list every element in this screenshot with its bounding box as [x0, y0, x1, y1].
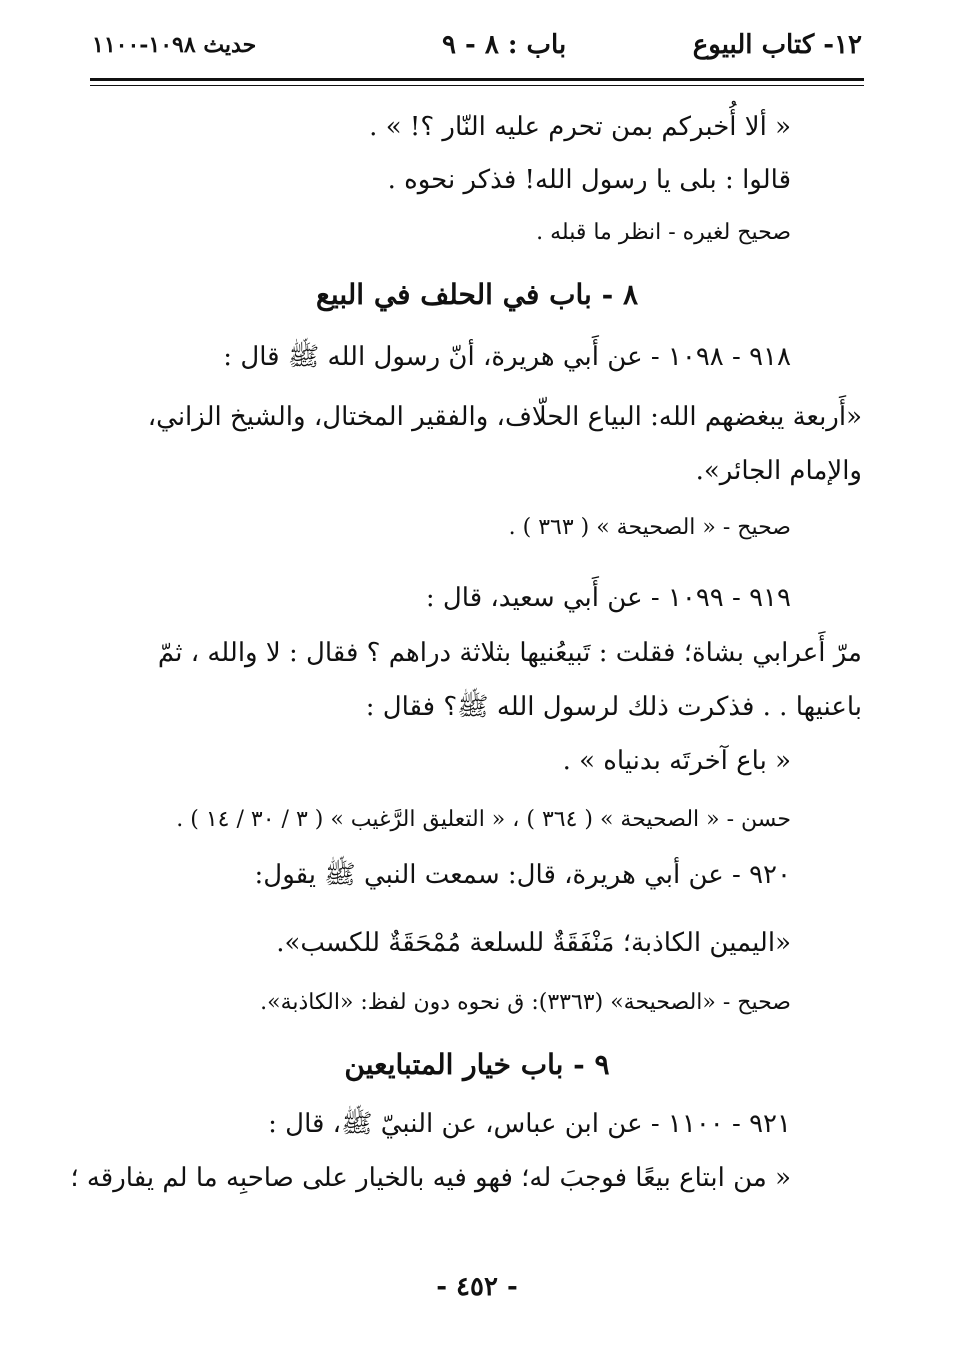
text-line: « ألا أُخبركم بمن تحرم عليه النّار ؟! » .	[369, 112, 791, 142]
hadith-intro: ٩٢٠ - عن أبي هريرة، قال: سمعت النبي ﷺ يقول:	[254, 860, 791, 890]
section-heading: ٩ - باب خيار المتبايعين	[344, 1048, 610, 1081]
header-rule-thick	[90, 78, 864, 81]
hadith-intro: ٩١٨ - ١٠٩٨ - عن أَبي هريرة، أنّ رسول الله ﷺ قال :	[223, 342, 791, 372]
grading-line: صحيح لغيره - انظر ما قبله .	[536, 220, 791, 245]
header-rule-thin	[90, 85, 864, 86]
section-heading: ٨ - باب في الحلف في البيع	[315, 278, 639, 311]
hadith-text: باعنيها . . فذكرت ذلك لرسول الله ﷺ؟ فقال :	[365, 692, 862, 722]
chapter-title: ١٢- كتاب البيوع	[692, 30, 862, 60]
hadith-text: «اليمين الكاذبة؛ مَنْفَقَةٌ للسلعة مُمْحَقَةٌ للكسب».	[276, 928, 791, 958]
grading-line: صحيح - «الصحيحة» (٣٣٦٣): ق نحوه دون لفظ: «الكاذبة».	[260, 990, 791, 1015]
hadith-range: حديث ١٠٩٨-١١٠٠	[92, 32, 257, 58]
hadith-text: مرّ أَعرابي بشاة؛ فقلت : تَبيعُنيها بثلاثة دراهم ؟ فقال : لا والله ، ثمّ	[157, 638, 862, 668]
hadith-text: «أَربعة يبغضهم الله: البياع الحلّاف، والفقير المختال، والشيخ الزاني،	[147, 402, 862, 432]
grading-line: صحيح - « الصحيحة » ( ٣٦٣ ) .	[508, 515, 791, 540]
hadith-text: « باع آخرتَه بدنياه » .	[562, 746, 791, 776]
text-line: قالوا : بلى يا رسول الله! فذكر نحوه .	[387, 165, 791, 195]
page-number: - ٤٥٢ -	[436, 1272, 518, 1302]
grading-line: حسن - « الصحيحة » ( ٣٦٤ ) ، « التعليق الرَّغيب » ( ٣ / ٣٠ / ١٤ ) .	[176, 807, 791, 832]
hadith-text: « من ابتاع بيعًا فوجبَ له؛ فهو فيه بالخيار على صاحبِه ما لم يفارقه ؛	[70, 1163, 791, 1193]
hadith-text: والإمام الجائر».	[695, 456, 862, 486]
hadith-intro: ٩٢١ - ١١٠٠ - عن ابن عباس، عن النبيّ ﷺ، قال :	[268, 1109, 791, 1139]
hadith-intro: ٩١٩ - ١٠٩٩ - عن أَبي سعيد، قال :	[425, 583, 791, 613]
page-header	[92, 30, 862, 74]
bab-range: باب : ٨ - ٩	[442, 30, 567, 60]
